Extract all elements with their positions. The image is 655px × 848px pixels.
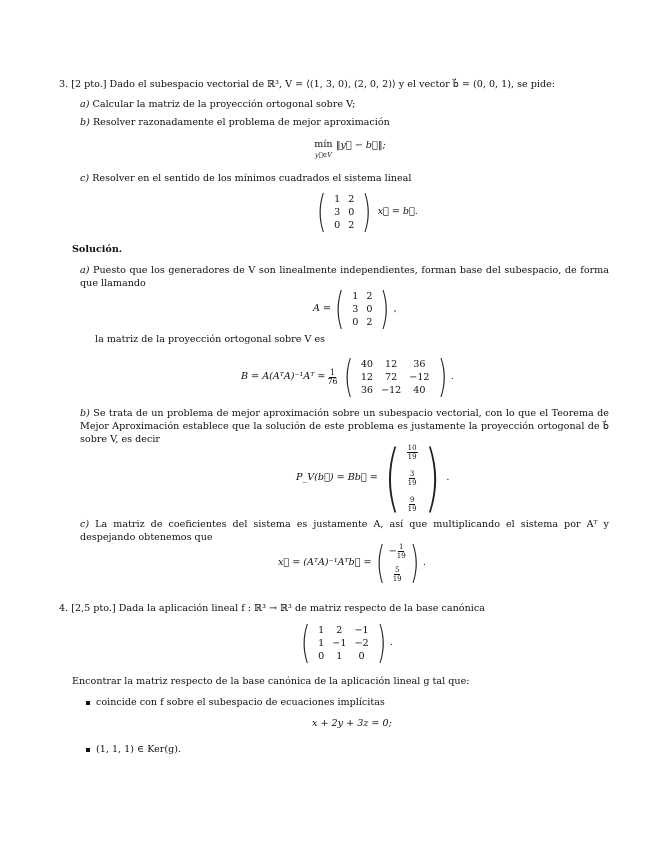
least-squares-equation: x⃗ = (AᵀA)⁻¹Aᵀb⃗ = ( − $\frac{1}{19}$ $\frac{5}{19}$ ) . [278,537,426,588]
solution-heading: Solución. [72,244,123,255]
problem-4-matrix-equation: ( 1 2 −1 1 −1 −2 0 1 0 ) . [300,617,393,668]
solution-a-text2: la matriz de la proyección ortogonal sobre V es [95,334,326,345]
matrix-A-equation: A = ( 1 2 3 0 0 2 ) , [313,283,397,334]
bullet-icon [86,748,90,752]
solution-a-text: a) Puesto que los generadores de V son linealmente independientes, forman base del subespacio, de forma que llamando [80,265,609,289]
matrix-A: 1 2 3 0 0 2 [352,290,373,328]
system-rhs: x⃗ = b⃗. [377,205,418,217]
problem-4-bullet-1: coincide con f sobre el subespacio de ecuaciones implícitas [86,697,385,710]
problem-4-number: 4. [59,603,69,614]
system-matrix: 1 2 3 0 0 2 [334,193,355,231]
matrix-B: 40 12 36 12 72 −12 36 −12 40 [360,358,430,396]
system-equation: ( 1 2 3 0 0 2 ) x⃗ = b⃗. [316,186,418,237]
problem-3-number: 3. [59,79,69,90]
bullet-icon [86,701,90,705]
projection-vector: $\frac{10}{19}$ $\frac{3}{19}$ $\frac{9}{19}$ [407,443,417,513]
problem-3-item-c: c) Resolver en el sentido de los mínimos cuadrados el sistema lineal [80,173,412,184]
problem-3-statement [59,79,599,92]
problem-3-item-a: a) Calcular la matriz de la proyección ortogonal sobre V; [80,99,356,110]
implicit-equation: x + 2y + 3z = 0; [312,718,392,729]
min-expression [300,140,400,160]
min-norm: ‖y⃗ − b⃗‖; [335,140,386,151]
problem-3-text: [2 pto.] Dado el subespacio vectorial de ℝ³, V = ⟨(1, 3, 0), (2, 0, 2)⟩ y el vector b⃗ = (0, 0, 1), se pide: [71,79,556,90]
min-subscript: y⃗∈V [314,151,332,159]
solution-c-text: c) La matriz de coeficientes del sistema es justamente A, así que multiplicando el sistema por Aᵀ y despejando obtenemos que [80,519,609,543]
problem-4-task: Encontrar la matriz respecto de la base canónica de la aplicación lineal g tal que: [72,676,470,687]
problem-4-text: [2,5 pto.] Dada la aplicación lineal f : ℝ³ → ℝ³ de matriz respecto de la base canónica [71,603,485,614]
problem-4-bullet-2: (1, 1, 1) ∈ Ker(g). [86,744,181,757]
solution-b-text: b) Se trata de un problema de mejor aproximación sobre un subespacio vectorial, con lo que el Teorema de Mejor Aproximación establece que la solución de este problema es justamente la proyección ortogonal de b⃗ sobre V, es decir [80,408,609,445]
least-squares-vector: − $\frac{1}{19}$ $\frac{5}{19}$ [388,543,406,583]
min-operator: mín [314,139,333,150]
problem-4-statement [59,603,599,616]
problem-4-matrix: 1 2 −1 1 −1 −2 0 1 0 [318,624,369,662]
matrix-B-equation: B = A(AᵀA)⁻¹Aᵀ = $\frac{1}{76}$ ( 40 12 36 12 72 −12 36 −12 40 ) . [241,351,454,402]
problem-3-item-b: b) Resolver razonadamente el problema de mejor aproximación [80,117,390,128]
projection-equation: P_V(b⃗) = Bb⃗ = ( $\frac{10}{19}$ $\frac{3}{19}$ $\frac{9}{19}$ ) . [296,435,450,521]
